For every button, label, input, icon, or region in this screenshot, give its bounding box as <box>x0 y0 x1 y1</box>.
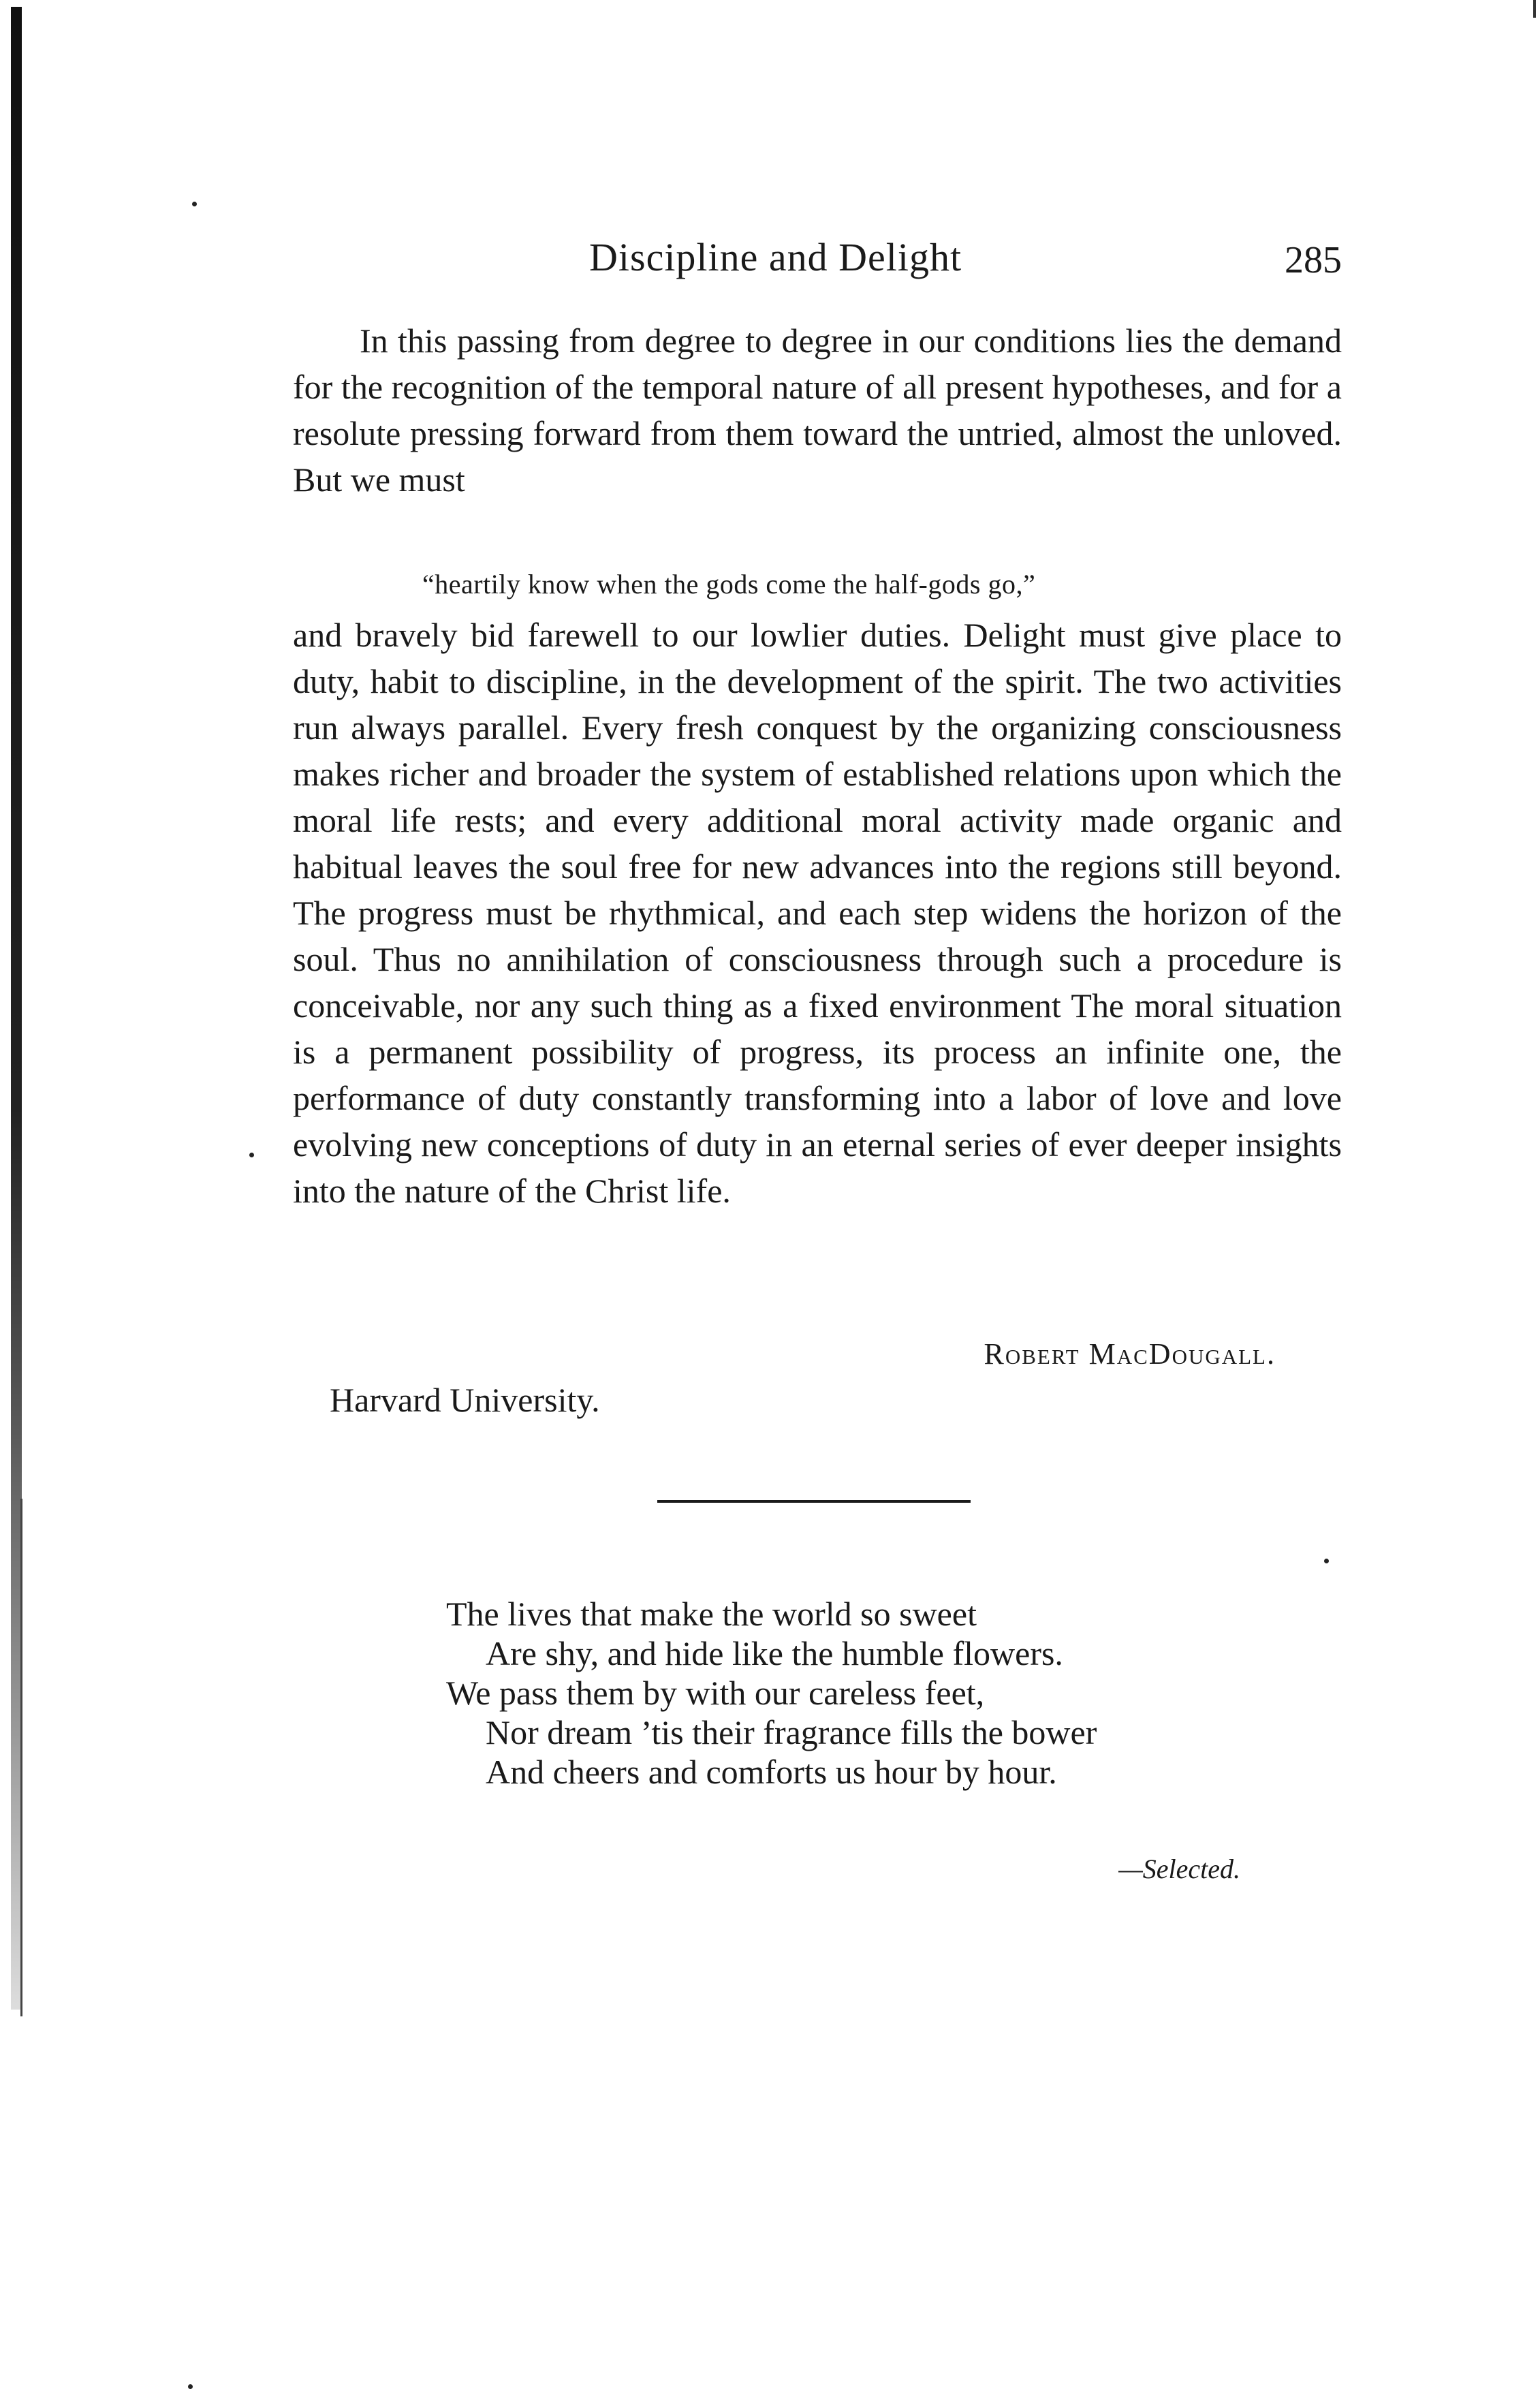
page-number: 285 <box>1285 239 1342 281</box>
paragraph-2: and bravely bid farewell to our lowlier duties. Delight must give place to duty, habit to discipline, in the development of the spirit. The two activities run always parallel. Every fresh conquest by the organizing consciousness makes richer and broader the system of established relations upon which the moral life rests; and every additional moral activity made organic and habitual leaves the soul free for new advances into the regions still beyond. The progress must be rhythmical, and each step widens the horizon of the soul. Thus no annihilation of consciousness through such a procedure is conceivable, nor any such thing as a fixed environment The moral situation is a permanent possibility of progress, its process an infinite one, the performance of duty constantly transforming into a labor of love and love evolving new conceptions of duty in an eternal series of ever deeper insights into the nature of the Christ life. <box>293 616 1342 1210</box>
binding-edge-shadow <box>20 1499 22 2016</box>
paragraph-1: In this passing from degree to degree in our conditions lies the demand for the recognition of the temporal nature of all present hypotheses, and for a resolute pressing forward from them toward the untried, almost the unloved. But we must <box>293 322 1342 499</box>
scan-speck <box>1324 1559 1329 1563</box>
author-affiliation: Harvard University. <box>330 1381 600 1419</box>
scan-speck <box>249 1153 254 1157</box>
scan-speck <box>188 2384 193 2389</box>
running-title: Discipline and Delight <box>589 235 962 279</box>
block-quotation: “heartily know when the gods come the half-gods go,” <box>422 569 1036 599</box>
author-signature: Robert MacDougall. <box>984 1337 1276 1371</box>
poem-attribution: —Selected. <box>1118 1854 1240 1884</box>
scan-speck <box>192 202 197 206</box>
poem-line: Nor dream ’tis their fragrance fills the bower <box>486 1713 1097 1751</box>
running-head <box>293 234 1342 296</box>
poem-line: Are shy, and hide like the humble flowers. <box>486 1634 1063 1672</box>
scan-mark <box>1533 0 1536 18</box>
poem-line: The lives that make the world so sweet <box>446 1595 977 1633</box>
poem-line: We pass them by with our careless feet, <box>446 1674 985 1712</box>
poem <box>446 1594 1097 1792</box>
section-divider <box>657 1500 971 1503</box>
poem-line: And cheers and comforts us hour by hour. <box>486 1753 1057 1791</box>
